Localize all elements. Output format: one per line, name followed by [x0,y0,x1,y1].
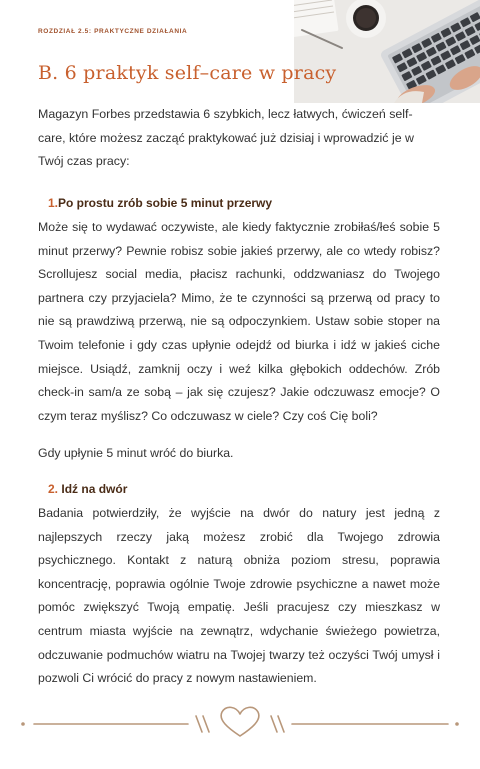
section-1-body: Może się to wydawać oczywiste, ale kiedy faktycznie zrobiłaś/łeś sobie 5 minut przerwy? Pewnie robisz sobie jakieś przerwy, ale co wtedy robisz? Scrollujesz social media, płacisz rachunki, oddzwaniasz do Twojego partnera czy przyjaciela? Mimo, że te czynności są przerwą od pracy to nie są prawdziwą przerwą, nie są odpoczynkiem. Ustaw sobie stoper na Twoim telefonie i gdy czas upłynie odejdź od biurka i idź w jakieś ciche miejsce. Usiądź, zamknij oczy i weź kilka głębokich oddechów. Zrób check-in sam/a ze sobą – jak się czujesz? Jakie odczuwasz emocje? O czym teraz myślisz? Co odczuwasz w ciele? Czy coś Cię boli? [38,220,440,423]
section-1-closing: Gdy upłynie 5 minut wróć do biurka. [38,446,234,460]
section-1-number: 1. [48,196,59,210]
header-photo [294,0,480,103]
intro-paragraph: Magazyn Forbes przedstawia 6 szybkich, lecz łatwych, ćwiczeń self-care, które możesz zacząć praktykować już dzisiaj i wprowadzić je w Twój czas pracy: [38,107,414,168]
section-2-heading [48,482,127,496]
section-2-number: 2. [48,482,59,496]
chapter-label: ROZDZIAŁ 2.5: PRAKTYCZNE DZIAŁANIA [38,28,188,35]
heart-divider-icon [20,700,460,744]
section-2-title: Idź na dwór [61,482,128,496]
footer-heart-divider [20,700,460,744]
section-2-body: Badania potwierdziły, że wyjście na dwór do natury jest jedną z najlepszych rzeczy jaką możesz zrobić dla Twojego zdrowia psychicznego. Kontakt z naturą obniża poziom stresu, poprawia koncentrację, poprawia ogólnie Twoje zdrowie psychiczne a nawet może pomóc zwiększyć Twoją empatię. Jeśli pracujesz czy mieszkasz w centrum miasta wyjście na zewnątrz, wdychanie świeżego powietrza, odczuwanie podmuchów wiatru na Twojej twarzy też oczyści Twój umysł i pozwoli Ci wrócić do pracy z nowym nastawieniem. [38,506,440,686]
section-1-heading [48,196,272,210]
section-1-title: Po prostu zrób sobie 5 minut przerwy [58,196,273,210]
page-title: B. 6 praktyk self–care w pracy [38,62,337,84]
laptop-desk-illustration [294,0,480,103]
